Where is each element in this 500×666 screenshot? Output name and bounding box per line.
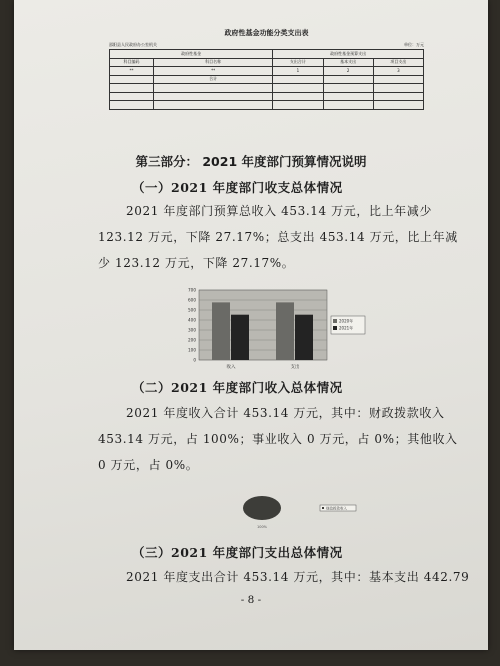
table-meta — [109, 42, 424, 48]
y-tick-label: 700 — [188, 287, 196, 293]
y-tick-label: 0 — [193, 357, 196, 363]
bar — [276, 302, 294, 360]
document-page — [14, 0, 488, 650]
table-unit: 单位：万元 — [404, 42, 424, 47]
paragraph-line: 2021 年度部门预算总收入 453.14 万元，比上年减少 — [126, 204, 432, 218]
paragraph-line: 2021 年度支出合计 453.14 万元，其中：基本支出 442.79 — [126, 570, 470, 584]
bar — [295, 315, 313, 360]
pie-slice — [243, 496, 281, 520]
subsection-3-heading: （三）2021 年度部门支出总体情况 — [132, 545, 343, 560]
subsection-1-paragraph — [98, 198, 458, 276]
table-cell: 1 — [273, 67, 323, 76]
legend-swatch — [333, 319, 337, 323]
paragraph-line: 2021 年度收入合计 453.14 万元，其中：财政拨款收入 — [126, 406, 445, 420]
table-cell: ** — [110, 67, 154, 76]
table-total-label: 合计 — [153, 75, 272, 84]
table-header-cell: 政府性基金预算支出 — [273, 50, 424, 59]
y-tick-label: 200 — [188, 337, 196, 343]
bar — [231, 315, 249, 360]
y-tick-label: 300 — [188, 327, 196, 333]
table-header-row — [110, 50, 424, 59]
table-header-cell: 科目编码 — [110, 58, 154, 67]
table-row — [110, 67, 424, 76]
pie-legend-label: 财政拨款收入 — [326, 506, 347, 511]
table-cell — [373, 75, 423, 84]
table-cell: ** — [153, 67, 272, 76]
pie-value-label: 100% — [256, 525, 268, 529]
y-tick-label: 100 — [188, 347, 196, 353]
x-tick-label: 支出 — [290, 365, 300, 370]
table-cell — [110, 75, 154, 84]
table-header-row — [110, 58, 424, 67]
table-row — [110, 92, 424, 101]
paragraph-line: 123.12 万元，下降 27.17%；总支出 453.14 万元，比上年减 — [98, 230, 458, 244]
pie-legend-swatch — [322, 507, 324, 509]
legend-label: 2020年 — [339, 318, 354, 324]
subsection-2-heading: （二）2021 年度部门收入总体情况 — [132, 380, 343, 395]
paragraph-line: 0 万元，占 0%。 — [98, 458, 199, 472]
table-row — [110, 75, 424, 84]
table-row — [110, 101, 424, 110]
page-number: - 8 - — [240, 594, 262, 606]
table-cell — [323, 75, 373, 84]
table-cell: 2 — [323, 67, 373, 76]
bar — [212, 302, 230, 360]
subsection-2-paragraph — [98, 400, 458, 478]
table-row — [110, 84, 424, 93]
x-tick-label: 收入 — [226, 365, 236, 370]
y-tick-label: 600 — [188, 297, 196, 303]
table-header-cell: 政府性基金 — [110, 50, 273, 59]
paragraph-line: 453.14 万元，占 100%；事业收入 0 万元，占 0%；其他收入 — [98, 432, 458, 446]
table-org: 邵阳县人民政府办公室机关 — [109, 42, 157, 47]
table-cell: 3 — [373, 67, 423, 76]
table-header-cell: 项目支出 — [373, 58, 423, 67]
table-cell — [273, 75, 323, 84]
legend-label: 2021年 — [339, 325, 354, 331]
fund-table-section — [109, 28, 424, 110]
table-header-cell: 科目名称 — [153, 58, 272, 67]
bar-chart — [177, 284, 367, 374]
table-header-cell: 支出合计 — [273, 58, 323, 67]
subsection-3-paragraph — [112, 564, 470, 590]
y-tick-label: 500 — [188, 307, 196, 313]
pie-svg — [242, 493, 382, 533]
table-title: 政府性基金功能分类支出表 — [224, 29, 309, 37]
income-pie-chart — [242, 493, 382, 533]
legend-swatch — [333, 326, 337, 330]
subsection-1-heading: （一）2021 年度部门收支总体情况 — [132, 180, 343, 195]
section-title: 第三部分： 2021 年度部门预算情况说明 — [135, 154, 367, 169]
y-tick-label: 400 — [188, 317, 196, 323]
paragraph-line: 少 123.12 万元，下降 27.17%。 — [98, 256, 295, 270]
fund-table — [109, 49, 424, 110]
table-header-cell: 基本支出 — [323, 58, 373, 67]
